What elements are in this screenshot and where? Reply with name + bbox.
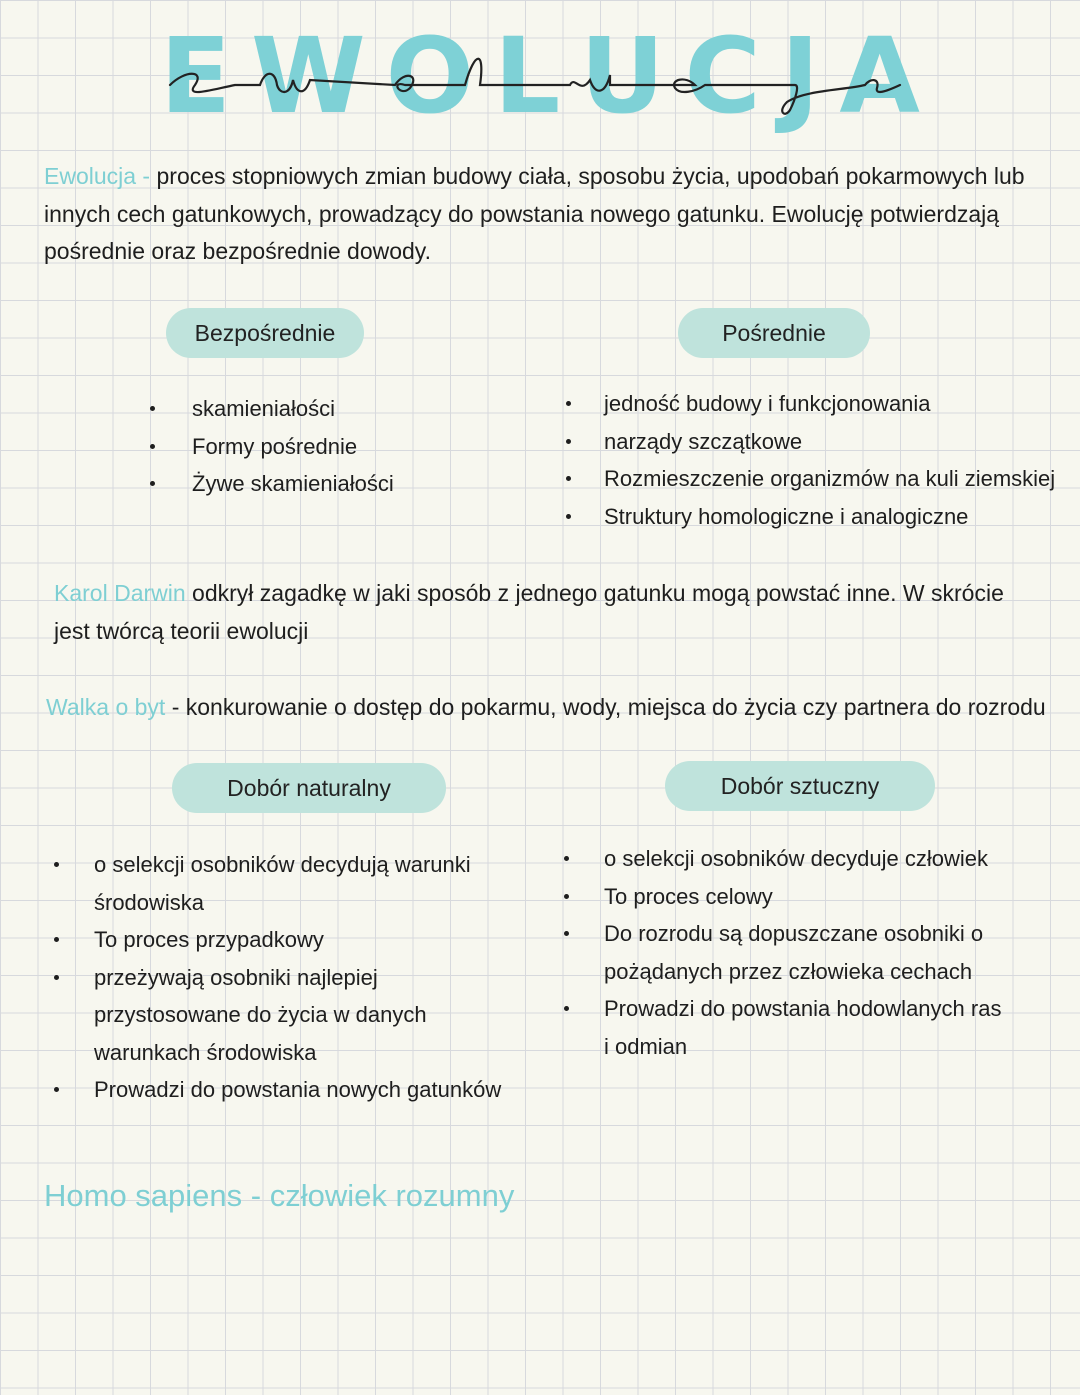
list-item (150, 390, 530, 428)
list-item (566, 498, 1066, 536)
bullet-icon (566, 476, 571, 481)
title-letter: E (160, 14, 232, 137)
list-item-text: To proces celowy (604, 883, 773, 909)
title-letter: L (493, 14, 561, 137)
bullet-icon (150, 481, 155, 486)
list-item-text: Formy pośrednie (192, 433, 358, 459)
bullet-icon (54, 937, 59, 942)
intro-text: proces stopniowych zmian budowy ciała, sposobu życia, upodobań pokarmowych lub innych cech gatunkowych, prowadzący do powstania nowego gatunku. Ewolucję potwierdzają pośrednie oraz bezpośrednie dowody. (44, 163, 1025, 264)
list-item (150, 465, 530, 503)
list-item-text: Struktury homologiczne i analogiczne (604, 503, 969, 529)
list-item-text: skamieniałości (192, 396, 336, 421)
list-item-text: o selekcji osobników decyduje człowiek (604, 846, 988, 871)
natural-selection-list (54, 846, 524, 1109)
bullet-icon (566, 439, 571, 444)
list-item-text: Prowadzi do powstania nowych gatunków (94, 1077, 502, 1102)
bullet-icon (150, 444, 155, 449)
pill-label: Dobór naturalny (227, 774, 391, 801)
pill-label: Pośrednie (722, 319, 826, 346)
bullet-icon (564, 931, 569, 936)
list-item (564, 878, 1024, 916)
list-item-text: o selekcji osobników decydują warunki środowiska (94, 852, 471, 915)
bullet-icon (566, 401, 571, 406)
title-letter: C (684, 14, 761, 137)
darwin-name: Karol Darwin (54, 580, 186, 606)
bullet-icon (566, 514, 571, 519)
intro-paragraph (44, 158, 1044, 271)
list-item (566, 385, 1066, 423)
title-letter: J (780, 14, 820, 137)
list-item-text: narządy szczątkowe (604, 428, 803, 454)
list-item-text: jedność budowy i funkcjonowania (604, 391, 931, 416)
list-item-text: To proces przypadkowy (94, 927, 324, 952)
bullet-icon (54, 862, 59, 867)
title-letter: U (580, 14, 665, 137)
bullet-icon (54, 1087, 59, 1092)
title-letter: O (385, 14, 475, 137)
struggle-text: - konkurowanie o dostęp do pokarmu, wody, miejsca do życia czy partnera do rozrodu (171, 694, 1046, 720)
list-item (54, 846, 524, 921)
indirect-evidence-list (566, 385, 1066, 535)
pill-label: Dobór sztuczny (720, 772, 880, 799)
bullet-icon (54, 975, 59, 980)
list-item (564, 990, 1004, 1065)
darwin-text: odkrył zagadkę w jaki sposób z jednego gatunku mogą powstać inne. W skrócie jest twórcą teorii ewolucji (54, 580, 1004, 644)
page-title (160, 14, 920, 137)
list-item (150, 428, 530, 466)
struggle-term: Walka o byt (46, 694, 166, 720)
bullet-icon (150, 406, 155, 411)
intro-term: Ewolucja - (44, 163, 151, 189)
bullet-icon (564, 1006, 569, 1011)
bullet-icon (564, 894, 569, 899)
list-item (54, 959, 434, 1072)
pill-artificial-selection (665, 761, 935, 811)
struggle-paragraph (46, 689, 1046, 727)
list-item (564, 840, 1024, 878)
list-item-text: Prowadzi do powstania hodowlanych ras i odmian (604, 996, 1002, 1059)
pill-direct-evidence (166, 308, 364, 358)
list-item-text: przeżywają osobniki najlepiej przystosowane do życia w danych warunkach środowiska (94, 964, 427, 1065)
list-item (564, 915, 984, 990)
list-item (566, 423, 1066, 461)
homo-sapiens-heading: Homo sapiens - człowiek rozumny (44, 1178, 515, 1213)
list-item (566, 460, 1066, 498)
bullet-icon (564, 856, 569, 861)
pill-label: Bezpośrednie (194, 319, 336, 346)
darwin-paragraph (54, 575, 1034, 650)
list-item-text: Żywe skamieniałości (192, 471, 394, 496)
list-item-text: Do rozrodu są dopuszczane osobniki o pożądanych przez człowieka cechach (604, 921, 984, 984)
title-letter: A (839, 14, 920, 137)
list-item-text: Rozmieszczenie organizmów na kuli ziemskiej (604, 466, 1056, 491)
direct-evidence-list (150, 390, 530, 503)
pill-indirect-evidence (678, 308, 870, 358)
artificial-selection-list (564, 840, 1024, 1065)
list-item (54, 1071, 524, 1109)
title-letter: W (250, 14, 366, 137)
list-item (54, 921, 524, 959)
pill-natural-selection (172, 763, 446, 813)
